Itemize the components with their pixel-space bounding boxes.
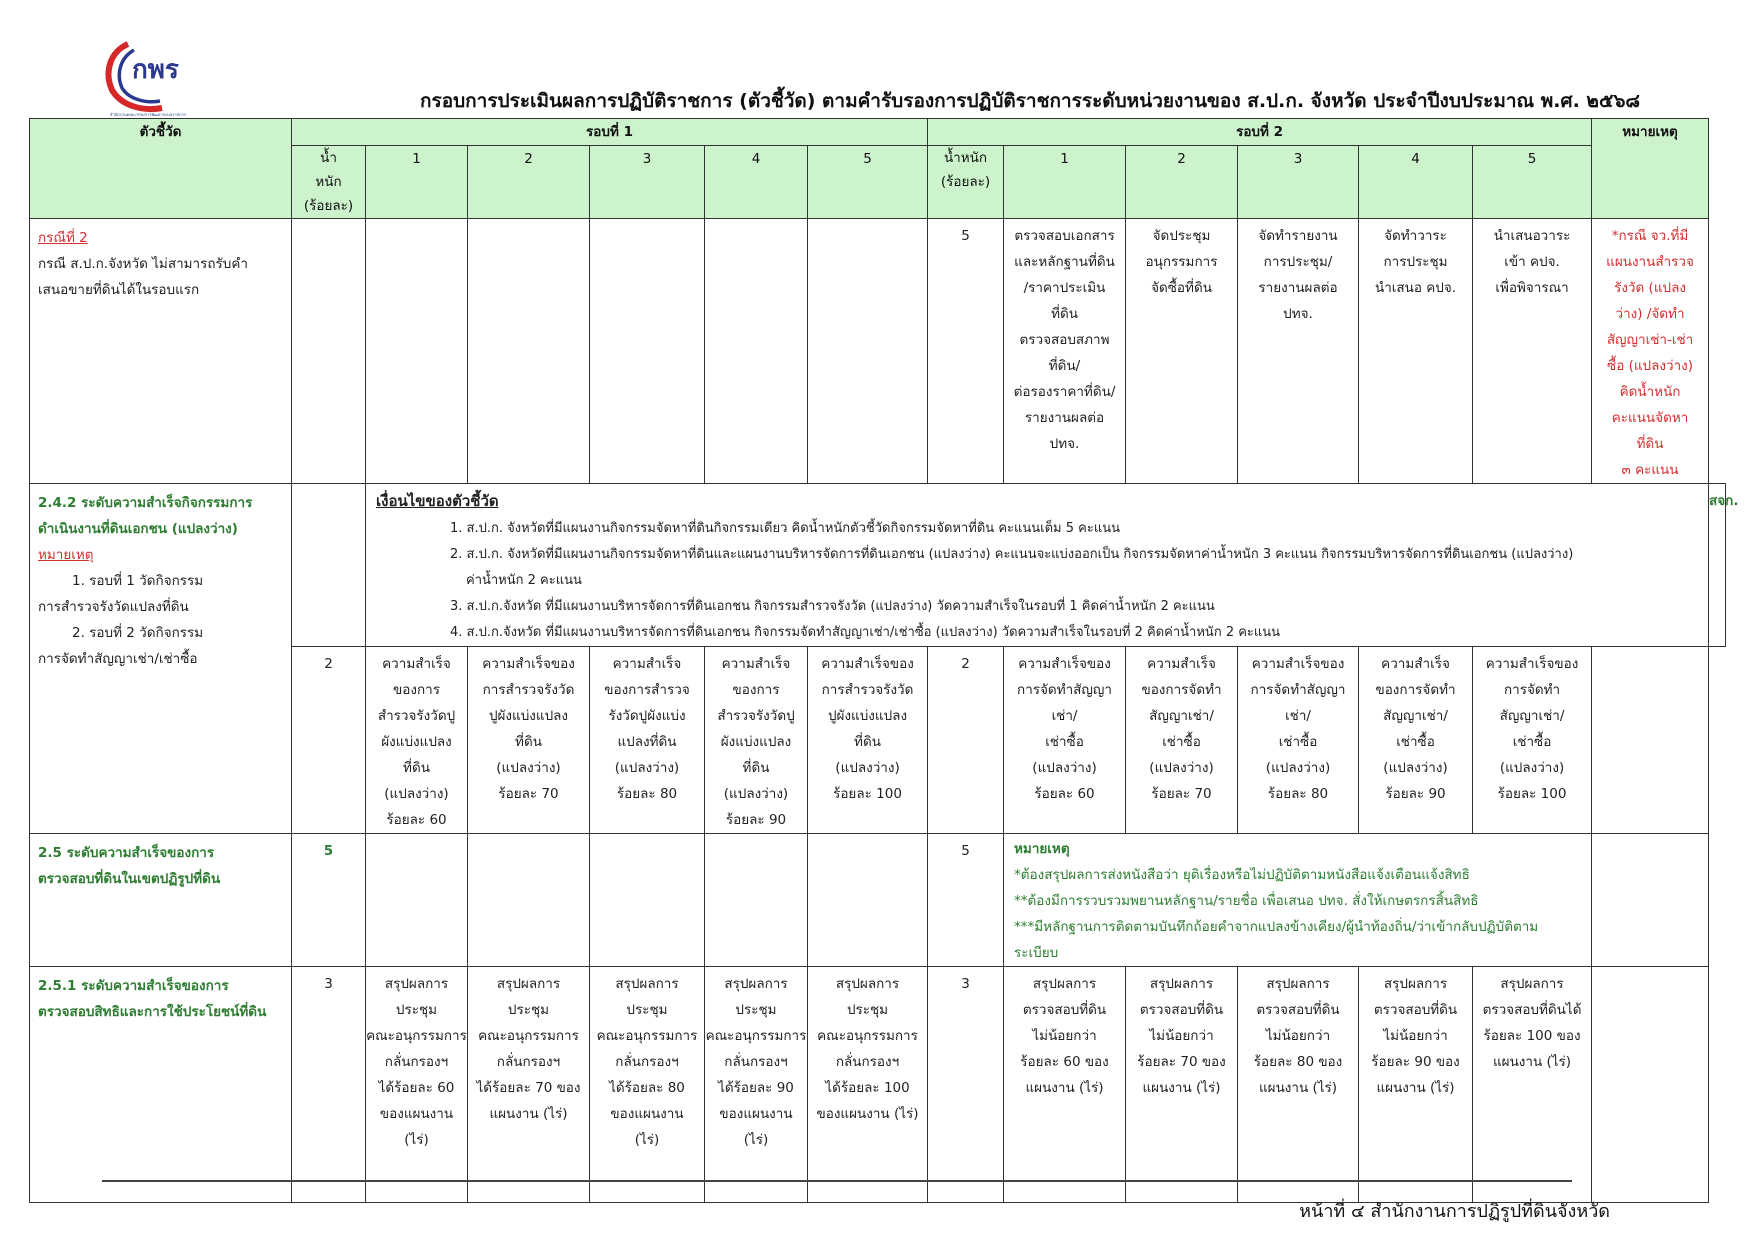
r1-level-3: ความสำเร็จ ของการสำรวจ รังวัดปูผังแบ่ง แปลงที่ดิน (แปลงว่าง) ร้อยละ 80 [590,647,705,834]
case2-r2-level-5: นำเสนอวาระ เข้า คปจ. เพื่อพิจารณา [1473,219,1592,484]
r1-weight-2-4-2: 2 [292,647,366,834]
header-weight-r2: น้ำหนัก (ร้อยละ) [928,146,1004,219]
case2-r2-level-4: จัดทำวาระ การประชุม นำเสนอ คปจ. [1359,219,1473,484]
header-level-2: 2 [468,146,590,219]
r2-level-4: ความสำเร็จ ของการจัดทำ สัญญาเช่า/ เช่าซื้อ (แปลงว่าง) ร้อยละ 90 [1359,647,1473,834]
r2-level-2: สรุปผลการ ตรวจสอบที่ดิน ไม่น้อยกว่า ร้อยละ 70 ของ แผนงาน (ไร่) [1126,967,1238,1203]
header-level-4: 4 [705,146,808,219]
case2-r2-level-2: จัดประชุม อนุกรรมการ จัดซื้อที่ดิน [1126,219,1238,484]
header-level-4: 4 [1359,146,1473,219]
case2-r2-level-3: จัดทำรายงาน การประชุม/ รายงานผลต่อ ปทจ. [1238,219,1359,484]
r2-weight-2-5: 5 [928,834,1004,967]
logo-subtext: สำนักงานคณะกรรมการพัฒนาระบบราชการ [110,112,187,117]
gpr-logo [100,38,210,118]
indicator-2-4-2-remark-label: หมายเหตุ [38,547,94,563]
page-footer: หน้าที่ ๔ สำนักงานการปฏิรูปที่ดินจังหวัด [1299,1201,1610,1222]
header-weight-r1: น้ำ หนัก (ร้อยละ) [292,146,366,219]
header-level-5: 5 [1473,146,1592,219]
header-level-2: 2 [1126,146,1238,219]
r2-level-5: สรุปผลการ ตรวจสอบที่ดินได้ ร้อยละ 100 ของ แผนงาน (ไร่) [1473,967,1592,1203]
notes-2-5: หมายเหตุ *ต้องสรุปผลการส่งหนังสือว่า ยุติเรื่องหรือไม่ปฏิบัติตามหนังสือแจ้งเตือนแจ้งสิทธิ **ต้องมีการรวบรวมพยานหลักฐาน/รายชื่อ เพื่อเสนอ ปทจ. สั่งให้เกษตรกรสิ้นสิทธิ ***มีหลักฐานการติดตามบันทึกถ้อยคำจากแปลงข้างเคียง/ผู้นำท้องถิ่น/ว่าเข้ากลับปฏิบัติตามระเบียบ [1004,834,1592,967]
r1-level-2: ความสำเร็จของ การสำรวจรังวัด ปูผังแบ่งแปลง ที่ดิน (แปลงว่าง) ร้อยละ 70 [468,647,590,834]
r1-level-4: สรุปผลการ ประชุม คณะอนุกรรมการ กลั่นกรองฯ ได้ร้อยละ 90 ของแผนงาน (ไร่) [705,967,808,1203]
table-row [30,219,1726,484]
conditions-box: เงื่อนไขของตัวชี้วัด 1. ส.ป.ก. จังหวัดที่มีแผนงานกิจกรรมจัดหาที่ดินกิจกรรมเดียว คิดน้ำหนักตัวชี้วัดกิจกรรมจัดหาที่ดิน คะแนนเต็ม 5 คะแนน 2. ส.ป.ก. จังหวัดที่มีแผนงานกิจกรรมจัดหาที่ดินและแผนงานบริหารจัดการที่ดินเอกชน (แปลงว่าง) คะแนนจะแบ่งออกเป็น กิจกรรมจัดหาค่าน้ำหนัก 3 คะแนน กิจกรรมบริหารจัดการที่ดินเอกชน (แปลงว่าง) ค่าน้ำหนัก 2 คะแนน 3. ส.ป.ก.จังหวัด ที่มีแผนงานบริหารจัดการที่ดินเอกชน กิจกรรมสำรวจรังวัด (แปลงว่าง) วัดความสำเร็จในรอบที่ 1 คิดค่าน้ำหนัก 2 คะแนน 4. ส.ป.ก.จังหวัด ที่มีแผนงานบริหารจัดการที่ดินเอกชน กิจกรรมจัดทำสัญญาเช่า/เช่าซื้อ (แปลงว่าง) วัดความสำเร็จในรอบที่ 2 คิดค่าน้ำหนัก 2 คะแนน [366,484,1709,647]
case2-indicator: กรณีที่ 2 กรณี ส.ป.ก.จังหวัด ไม่สามารถรับคำ เสนอขายที่ดินได้ในรอบแรก [30,219,292,484]
header-level-3: 3 [590,146,705,219]
table-row [30,484,1726,647]
r2-level-1: สรุปผลการ ตรวจสอบที่ดิน ไม่น้อยกว่า ร้อยละ 60 ของ แผนงาน (ไร่) [1004,967,1126,1203]
r2-level-1: ความสำเร็จของ การจัดทำสัญญา เช่า/ เช่าซื้อ (แปลงว่าง) ร้อยละ 60 [1004,647,1126,834]
header-remark: หมายเหตุ [1592,119,1709,219]
remark-2-4-2: สจก. [1709,484,1726,647]
r1-level-1: สรุปผลการ ประชุม คณะอนุกรรมการ กลั่นกรองฯ ได้ร้อยละ 60 ของแผนงาน (ไร่) [366,967,468,1203]
indicator-2-5: 2.5 ระดับความสำเร็จของการ ตรวจสอบที่ดินในเขตปฏิรูปที่ดิน [30,834,292,967]
r1-weight-2-5: 5 [292,834,366,967]
r1-level-2: สรุปผลการ ประชุม คณะอนุกรรมการ กลั่นกรองฯ ได้ร้อยละ 70 ของ แผนงาน (ไร่) [468,967,590,1203]
r1-level-4: ความสำเร็จ ของการ สำรวจรังวัดปู ผังแบ่งแปลง ที่ดิน (แปลงว่าง) ร้อยละ 90 [705,647,808,834]
r1-level-1: ความสำเร็จ ของการ สำรวจรังวัดปู ผังแบ่งแปลง ที่ดิน (แปลงว่าง) ร้อยละ 60 [366,647,468,834]
evaluation-table [29,118,1739,1203]
case2-title: กรณีที่ 2 [38,230,88,246]
header-round2: รอบที่ 2 [928,119,1592,146]
r2-level-5: ความสำเร็จของ การจัดทำ สัญญาเช่า/ เช่าซื้อ (แปลงว่าง) ร้อยละ 100 [1473,647,1592,834]
r2-level-4: สรุปผลการ ตรวจสอบที่ดิน ไม่น้อยกว่า ร้อยละ 90 ของ แผนงาน (ไร่) [1359,967,1473,1203]
case2-r2-weight: 5 [928,219,1004,484]
table-row [30,834,1726,967]
case2-remark: *กรณี จว.ที่มี แผนงานสำรวจ รังวัด (แปลง ว่าง) /จัดทำ สัญญาเช่า-เช่า ซื้อ (แปลงว่าง) คิดน้ำหนัก คะแนนจัดหา ที่ดิน ๓ คะแนน [1592,219,1709,484]
header-indicator: ตัวชี้วัด [30,119,292,219]
page-title: กรอบการประเมินผลการปฏิบัติราชการ (ตัวชี้วัด) ตามคำรับรองการปฏิบัติราชการระดับหน่วยงานของ ส.ป.ก. จังหวัด ประจำปีงบประมาณ พ.ศ. ๒๕๖๘ [420,90,1641,112]
conditions-title: เงื่อนไขของตัวชี้วัด [376,492,499,510]
r2-level-3: สรุปผลการ ตรวจสอบที่ดิน ไม่น้อยกว่า ร้อยละ 80 ของ แผนงาน (ไร่) [1238,967,1359,1203]
case2-r2-level-1: ตรวจสอบเอกสาร และหลักฐานที่ดิน /ราคาประเมิน ที่ดิน ตรวจสอบสภาพ ที่ดิน/ ต่อรองราคาที่ดิน/ รายงานผลต่อ ปทจ. [1004,219,1126,484]
r1-weight-2-5-1: 3 [292,967,366,1203]
logo-text: กพร [132,55,179,85]
header-round1: รอบที่ 1 [292,119,928,146]
table-row [30,967,1726,1203]
footer-divider [102,1180,1572,1182]
header-level-1: 1 [1004,146,1126,219]
header-level-1: 1 [366,146,468,219]
indicator-2-4-2: 2.4.2 ระดับความสำเร็จกิจกรรมการ ดำเนินงานที่ดินเอกชน (แปลงว่าง) หมายเหตุ 1. รอบที่ 1 วัดกิจกรรม การสำรวจรังวัดแปลงที่ดิน 2. รอบที่ 2 วัดกิจกรรม การจัดทำสัญญาเช่า/เช่าซื้อ [30,484,292,834]
indicator-2-5-1: 2.5.1 ระดับความสำเร็จของการ ตรวจสอบสิทธิและการใช้ประโยชน์ที่ดิน [30,967,292,1203]
r2-weight-2-4-2: 2 [928,647,1004,834]
header-level-5: 5 [808,146,928,219]
header-level-3: 3 [1238,146,1359,219]
r2-level-2: ความสำเร็จ ของการจัดทำ สัญญาเช่า/ เช่าซื้อ (แปลงว่าง) ร้อยละ 70 [1126,647,1238,834]
r2-weight-2-5-1: 3 [928,967,1004,1203]
r1-level-3: สรุปผลการ ประชุม คณะอนุกรรมการ กลั่นกรองฯ ได้ร้อยละ 80 ของแผนงาน (ไร่) [590,967,705,1203]
r2-level-3: ความสำเร็จของ การจัดทำสัญญา เช่า/ เช่าซื้อ (แปลงว่าง) ร้อยละ 80 [1238,647,1359,834]
r1-level-5: ความสำเร็จของ การสำรวจรังวัด ปูผังแบ่งแปลง ที่ดิน (แปลงว่าง) ร้อยละ 100 [808,647,928,834]
r1-level-5: สรุปผลการ ประชุม คณะอนุกรรมการ กลั่นกรองฯ ได้ร้อยละ 100 ของแผนงาน (ไร่) [808,967,928,1203]
